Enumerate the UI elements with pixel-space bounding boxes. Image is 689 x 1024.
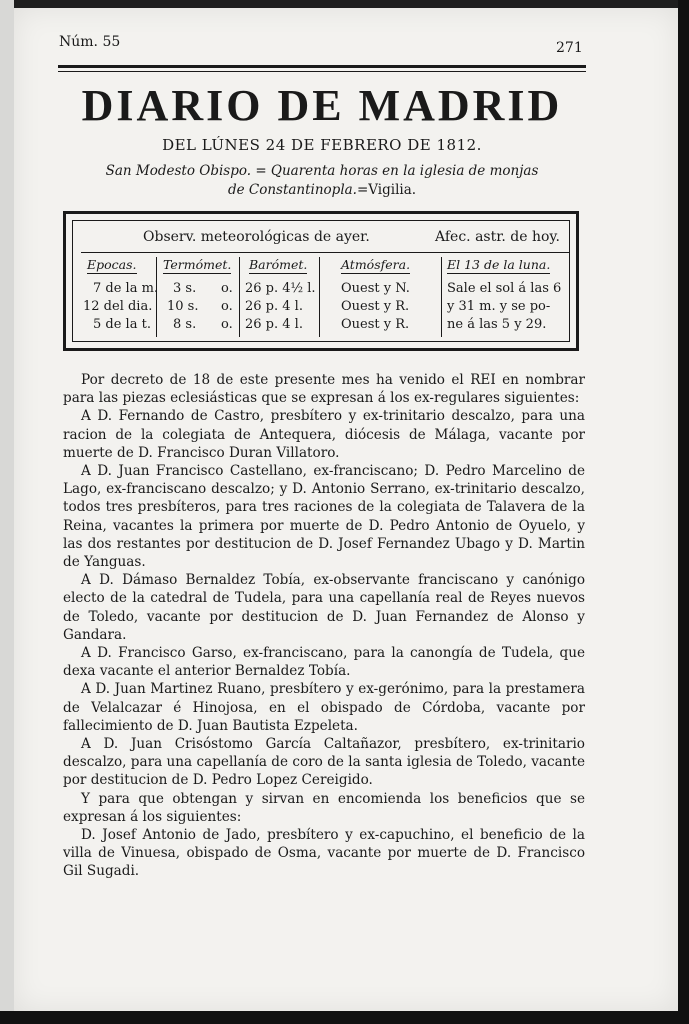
article-body [63, 371, 585, 881]
article-paragraph: A D. Juan Crisóstomo García Caltañazor, presbítero, ex-trinitario descalzo, para una capellanía de coro de la santa iglesia de Toledo, vacante por destitucion de D. Pedro Lopez Cereigido. [63, 736, 585, 789]
col-head-astro: El 13 de la luna. [447, 257, 551, 272]
page-left-edge [0, 0, 14, 1024]
weather-astro: Sale el sol á las 6 [447, 281, 562, 296]
weather-header-rule [81, 252, 569, 253]
weather-title: Observ. meteorológicas de ayer. [143, 229, 370, 245]
weather-o: o. [221, 281, 233, 296]
weather-box-inner [72, 220, 570, 342]
header-rule-thin [58, 71, 586, 72]
weather-divider [156, 257, 157, 337]
article-paragraph: Por decreto de 18 de este presente mes ha venido el REI en nombrar para las piezas eclesiásticas que se expresan á los ex-regulares siguientes: [63, 372, 585, 407]
weather-divider [319, 257, 320, 337]
weather-astro: y 31 m. y se po- [447, 299, 551, 314]
article-paragraph: A D. Dámaso Bernaldez Tobía, ex-observante franciscano y canónigo electo de la catedral de Tudela, para una capellanía real de Reyes nuevos de Toledo, vacante por destitucion de D. Juan Fernandez de Alonso y Gandara. [63, 572, 585, 643]
issue-number: Núm. 55 [59, 34, 121, 50]
article-paragraph: A D. Francisco Garso, ex-franciscano, para la canongía de Tudela, que dexa vacante el anterior Bernaldez Tobía. [63, 645, 585, 680]
saint-line-2 [58, 181, 586, 200]
article-paragraph: A D. Fernando de Castro, presbítero y ex-trinitario descalzo, para una racion de la colegiata de Antequera, diócesis de Málaga, vacante por muerte de D. Francisco Duran Villatoro. [63, 408, 585, 461]
col-head-termometro: Termómet. [163, 257, 232, 272]
astro-title: Afec. astr. de hoy. [435, 229, 560, 245]
page-number: 271 [556, 40, 583, 56]
weather-divider [441, 257, 442, 337]
weather-termometro: 3 s. [173, 281, 197, 296]
weather-box [63, 211, 579, 351]
page-right-edge [678, 0, 689, 1024]
weather-epoca: 5 de la t. [93, 317, 151, 332]
saint-line-1: San Modesto Obispo. = Quarenta horas en la iglesia de monjas [105, 163, 539, 179]
weather-termometro: 8 s. [173, 317, 197, 332]
saint-of-day [58, 162, 586, 200]
masthead-title: DIARIO DE MADRID [81, 81, 563, 130]
col-head-epocas: Epocas. [87, 257, 137, 272]
weather-termometro: 10 s. [167, 299, 199, 314]
weather-astro: ne á las 5 y 29. [447, 317, 547, 332]
weather-atmosfera: Ouest y R. [341, 317, 410, 332]
weather-atmosfera: Ouest y N. [341, 281, 410, 296]
weather-epoca: 7 de la m. [93, 281, 159, 296]
weather-o: o. [221, 299, 233, 314]
weather-epoca: 12 del dia. [83, 299, 153, 314]
weather-o: o. [221, 317, 233, 332]
weather-divider [239, 257, 240, 337]
article-paragraph: D. Josef Antonio de Jado, presbítero y ex-capuchino, el beneficio de la villa de Vinuesa, obispado de Osma, vacante por muerte de D. Francisco Gil Sugadi. [63, 827, 585, 880]
saint-line-2-text: de Constantinopla. [227, 182, 357, 198]
header-rule-thick [58, 65, 586, 68]
weather-barometro: 26 p. 4½ l. [245, 281, 316, 296]
col-head-atmosfera: Atmósfera. [341, 257, 411, 272]
weather-barometro: 26 p. 4 l. [245, 317, 303, 332]
weather-barometro: 26 p. 4 l. [245, 299, 303, 314]
article-paragraph: A D. Juan Francisco Castellano, ex-franciscano; D. Pedro Marcelino de Lago, ex-franciscano descalzo; y D. Antonio Serrano, ex-trinitario descalzo, todos tres presbíteros, para tres raciones de la colegiata de Talavera de la Reina, vacantes la primera por muerte de D. Pedro Antonio de Oyuelo, y las dos restantes por destitucion de D. Josef Fernandez Ubago y D. Martin de Yanguas. [63, 463, 585, 571]
article-paragraph: Y para que obtengan y sirvan en encomienda los beneficios que se expresan á los siguientes: [63, 790, 585, 825]
page-bottom-edge [0, 1011, 689, 1024]
saint-vigil: =Vigilia. [356, 182, 417, 198]
article-paragraph: A D. Juan Martinez Ruano, presbítero y ex-gerónimo, para la prestamera de Velalcazar é Hinojosa, en el obispado de Córdoba, vacante por fallecimiento de D. Juan Bautista Ezpeleta. [63, 681, 585, 734]
weather-atmosfera: Ouest y R. [341, 299, 410, 314]
col-head-barometro: Barómet. [249, 257, 308, 272]
dateline: DEL LÚNES 24 DE FEBRERO DE 1812. [162, 136, 482, 154]
